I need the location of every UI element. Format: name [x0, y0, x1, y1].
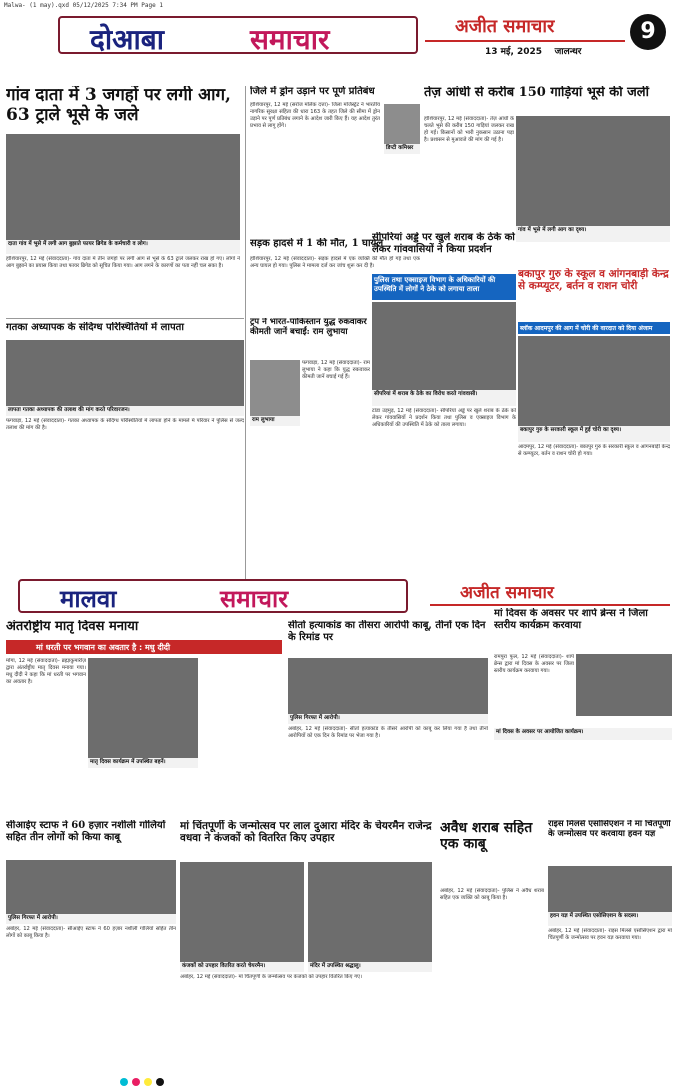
headline-s12: सीआईए स्टाफ ने 60 हज़ार नशीली गोलियों सहित तीन लोगों को किया काबू	[6, 820, 166, 843]
caption-s1: दाता गांव में भूसे में लगी आग बुझाते फायर ब्रिगेड के कर्मचारी व लोग।	[6, 240, 240, 254]
headline-s15: राइस मिलर्स एसोसिएशन ने मां चिंतपूर्णी के जन्मोत्सव पर करवाया हवन यज्ञ	[548, 820, 671, 839]
caption-s7: सीपरियां में शराब के ठेके का विरोध करते गांववासी।	[372, 390, 516, 406]
body-s2: होशियारपुर, 12 मई (सरोज मलिक दत्ता)- जिला मजिस्ट्रेट ने भारतीय नागरिक सुरक्षा संहिता की धारा 163 के तहत जिले की सीमा में ड्रोन उड़ाने पर पूर्ण प्रतिबंध लगाने के आदेश जारी किए हैं। यह आदेश तुरंत प्रभाव से लागू होंगे।	[250, 102, 380, 129]
caption-s11: मां दिवस के अवसर पर आयोजित कार्यक्रम।	[494, 728, 672, 740]
brand-name: अजीत समाचार	[455, 16, 555, 37]
body-s10: अबोहर, 12 मई (संवाददाता)- सीतो हत्याकांड के तीसरे आरोपी को काबू कर लिया गया है तथा तीनों आरोपियों को एक दिन के रिमांड पर भेजा गया है।	[288, 726, 488, 739]
malwa-right-word: समाचार	[220, 584, 289, 613]
section-rule	[6, 318, 244, 319]
brand-rule	[425, 40, 625, 42]
photo-s10	[288, 658, 488, 714]
body-s11: रामपुरा फूल, 12 मई (संवाददाता)- शार्प ब्रेन्स द्वारा मां दिवस के अवसर पर जिला स्तरीय कार्यक्रम करवाया गया।	[494, 654, 574, 674]
issue-date: 13 मई, 2025 जालन्धर	[485, 47, 582, 57]
caption-s5: लापता गतका अध्यापक की तलाश की मांग करते परिवारजन।	[6, 406, 244, 416]
body-s13: अबोहर, 12 मई (संवाददाता)- मां चिंतपूर्णी के जन्मोत्सव पर कंजकों को उपहार वितरित किए गए।	[180, 974, 362, 980]
headline-s2: जिले में ड्रोन उड़ाने पर पूर्ण प्रतिबंध	[250, 86, 375, 97]
registration-mark	[156, 1078, 164, 1086]
caption-s13a: कंजकों को उपहार वितरित करते चेयरमैन।	[180, 962, 304, 972]
photo-s6	[250, 360, 300, 416]
doaba-masthead	[58, 16, 418, 54]
photo-s12	[6, 860, 176, 914]
photo-s2	[384, 104, 420, 144]
photo-s11	[576, 654, 672, 716]
body-s4: होशियारपुर, 12 मई (संवाददाता)- सड़क हादसे में एक व्यक्ति की मौत हो गई तथा एक अन्य घायल हो गया। पुलिस ने मामला दर्ज कर जांच शुरू कर दी है।	[250, 256, 420, 269]
photo-s8	[518, 336, 670, 426]
caption-s8: बकापुर गुरु के सरकारी स्कूल में हुई चोरी का दृश्य।	[518, 426, 670, 442]
headline-s1: गांव दाता में 3 जगहों पर लगी आग, 63 ट्राले भूसे के जले	[6, 86, 231, 125]
headline-s10: सीतो हत्याकांड का तीसरा आरोपी काबू, तीनों एक दिन के रिमांड पर	[288, 620, 486, 643]
column-rule	[245, 86, 246, 584]
headline-s9: अंतर्राष्ट्रीय मातृ दिवस मनाया	[6, 620, 139, 634]
body-s7: टांडा उड़मुड़, 12 मई (संवाददाता)- सीपरियां अड्डे पर खुले शराब के ठेके को लेकर गांववासियों ने प्रदर्शन किया तथा पुलिस व एक्साइज विभाग के अधिकारियों की उपस्थिति में ठेके को ताला लगाया।	[372, 408, 516, 428]
brand-block	[425, 14, 665, 60]
headline-s7: सीपरियां अड्डे पर खुले शराब के ठेके को लेकर गांववासियों ने किया प्रदर्शन	[372, 232, 515, 255]
photo-s9	[88, 658, 198, 758]
headline-s4: सड़क हादसे में 1 की मौत, 1 घायल	[250, 238, 384, 249]
page-number: 9	[630, 14, 666, 50]
body-s1: होशियारपुर, 12 मई (संवाददाता)- गांव दाता में तीन जगहों पर लगी आग से भूसे के 63 ट्राले जलकर राख हो गए। लोगों ने आग बुझाने का प्रयास किया तथा फायर ब्रिगेड को सूचित किया गया। आग लगने के कारणों का पता नहीं चल सका है।	[6, 256, 240, 269]
caption-s2: डिप्टी कमिश्नर	[384, 144, 420, 154]
photo-s1	[6, 134, 240, 240]
malwa-brand: अजीत समाचार	[460, 583, 554, 602]
registration-mark	[132, 1078, 140, 1086]
caption-s10: पुलिस गिरफ्त में आरोपी।	[288, 714, 488, 724]
caption-s9: मातृ दिवस कार्यक्रम में उपस्थित बहनें।	[88, 758, 198, 768]
caption-s6: राम लुभाया	[250, 416, 300, 426]
headline-s5: गतका अध्यापक के संदिग्ध परिस्थितियों में लापता	[6, 322, 184, 333]
photo-s7	[372, 302, 516, 390]
subhead-s8: ब्लॉक आदमपुर की आग में चोरी की वारदात को दिया अंजाम	[518, 322, 670, 334]
body-s14: अबोहर, 12 मई (संवाददाता)- पुलिस ने अवैध शराब सहित एक व्यक्ति को काबू किया है।	[440, 888, 544, 901]
body-s8: आदमपुर, 12 मई (संवाददाता)- बकापुर गुरु के सरकारी स्कूल व आंगनबाड़ी केन्द्र से कम्प्यूटर, बर्तन व राशन चोरी हो गया।	[518, 444, 670, 457]
headline-s11: मां दिवस के अवसर पर शार्प ब्रेन्स ने जिला स्तरीय कार्यक्रम करवाया	[494, 608, 648, 631]
subhead-s9: मां धरती पर भगवान का अवतार है : मधु दीदी	[6, 640, 282, 654]
body-s9: मोगा, 12 मई (संवाददाता)- ब्रह्माकुमारीज़ द्वारा अंतर्राष्ट्रीय मातृ दिवस मनाया गया। मधु दीदी ने कहा कि मां धरती पर भगवान का अवतार है।	[6, 658, 86, 685]
malwa-masthead	[18, 579, 408, 613]
body-s3: होशियारपुर, 12 मई (संवाददाता)- तेज़ आंधी के चलते भूसे की करीब 150 गाड़ियां जलकर राख हो गईं। किसानों को भारी नुकसान उठाना पड़ा है। प्रशासन से मुआवजे की मांग की गई है।	[424, 116, 514, 143]
body-s12: अबोहर, 12 मई (संवाददाता)- सीआईए स्टाफ ने 60 हज़ार नशीली गोलियों सहित तीन लोगों को काबू किया है।	[6, 926, 176, 939]
body-s15: अबोहर, 12 मई (संवाददाता)- राइस मिलर्स एसोसिएशन द्वारा मां चिंतपूर्णी के जन्मोत्सव पर हवन यज्ञ करवाया गया।	[548, 928, 672, 941]
print-slug: Malwa- (1 may).qxd 05/12/2025 7:34 PM Page 1	[4, 2, 163, 9]
headline-s14-visible: अवैध शराब सहित एक काबू	[440, 820, 533, 853]
caption-s12: पुलिस गिरफ्त में आरोपी।	[6, 914, 176, 924]
photo-s3	[516, 116, 670, 226]
malwa-brand-rule	[430, 604, 670, 606]
body-s5: फगवाड़ा, 12 मई (संवाददाता)- गतका अध्यापक के संदिग्ध परिस्थितियों में लापता होने के मामले में परिवार ने पुलिस से जल्द तलाश की मांग की है।	[6, 418, 244, 431]
caption-s3: गांव में भूसे में लगी आग का दृश्य।	[516, 226, 670, 242]
registration-mark	[120, 1078, 128, 1086]
caption-s15: हवन यज्ञ में उपस्थित एसोसिएशन के सदस्य।	[548, 912, 672, 926]
malwa-left-word: मालवा	[60, 584, 117, 613]
registration-mark	[144, 1078, 152, 1086]
caption-s13b: मंदिर में उपस्थित श्रद्धालु।	[308, 962, 432, 972]
photo-s13a	[180, 862, 304, 962]
photo-s13b	[308, 862, 432, 962]
headline-s8: बकापुर गुरु के स्कूल व आंगनबाड़ी केन्द्र से कम्प्यूटर, बर्तन व राशन चोरी	[518, 268, 669, 293]
headline-s3: तेज़ आंधी से करीब 150 गाड़ियां भूसे की जलीं	[424, 86, 649, 100]
headline-s6: ट्रंप ने भारत-पाकिस्तान युद्ध रुकवाकर कीमती जानें बचाईं: राम लुभाया	[250, 318, 367, 337]
body-s6: फगवाड़ा, 12 मई (संवाददाता)- राम लुभाया ने कहा कि युद्ध रुकवाकर कीमती जानें बचाई गई हैं।	[302, 360, 370, 380]
subhead-s7: पुलिस तथा एक्साइज विभाग के अधिकारियों की उपस्थिति में लोगों ने ठेके को लगाया ताला	[372, 274, 516, 300]
photo-s5	[6, 340, 244, 406]
masthead-right-word: समाचार	[250, 23, 330, 54]
headline-s13: मां चिंतपूर्णी के जन्मोत्सव पर लाल दुआरा मंदिर के चेयरमैन राजेन्द्र वधवा ने कंजकों को वितरित किए उपहार	[180, 820, 432, 845]
masthead-left-word: दोआबा	[90, 23, 164, 54]
photo-s15	[548, 866, 672, 912]
